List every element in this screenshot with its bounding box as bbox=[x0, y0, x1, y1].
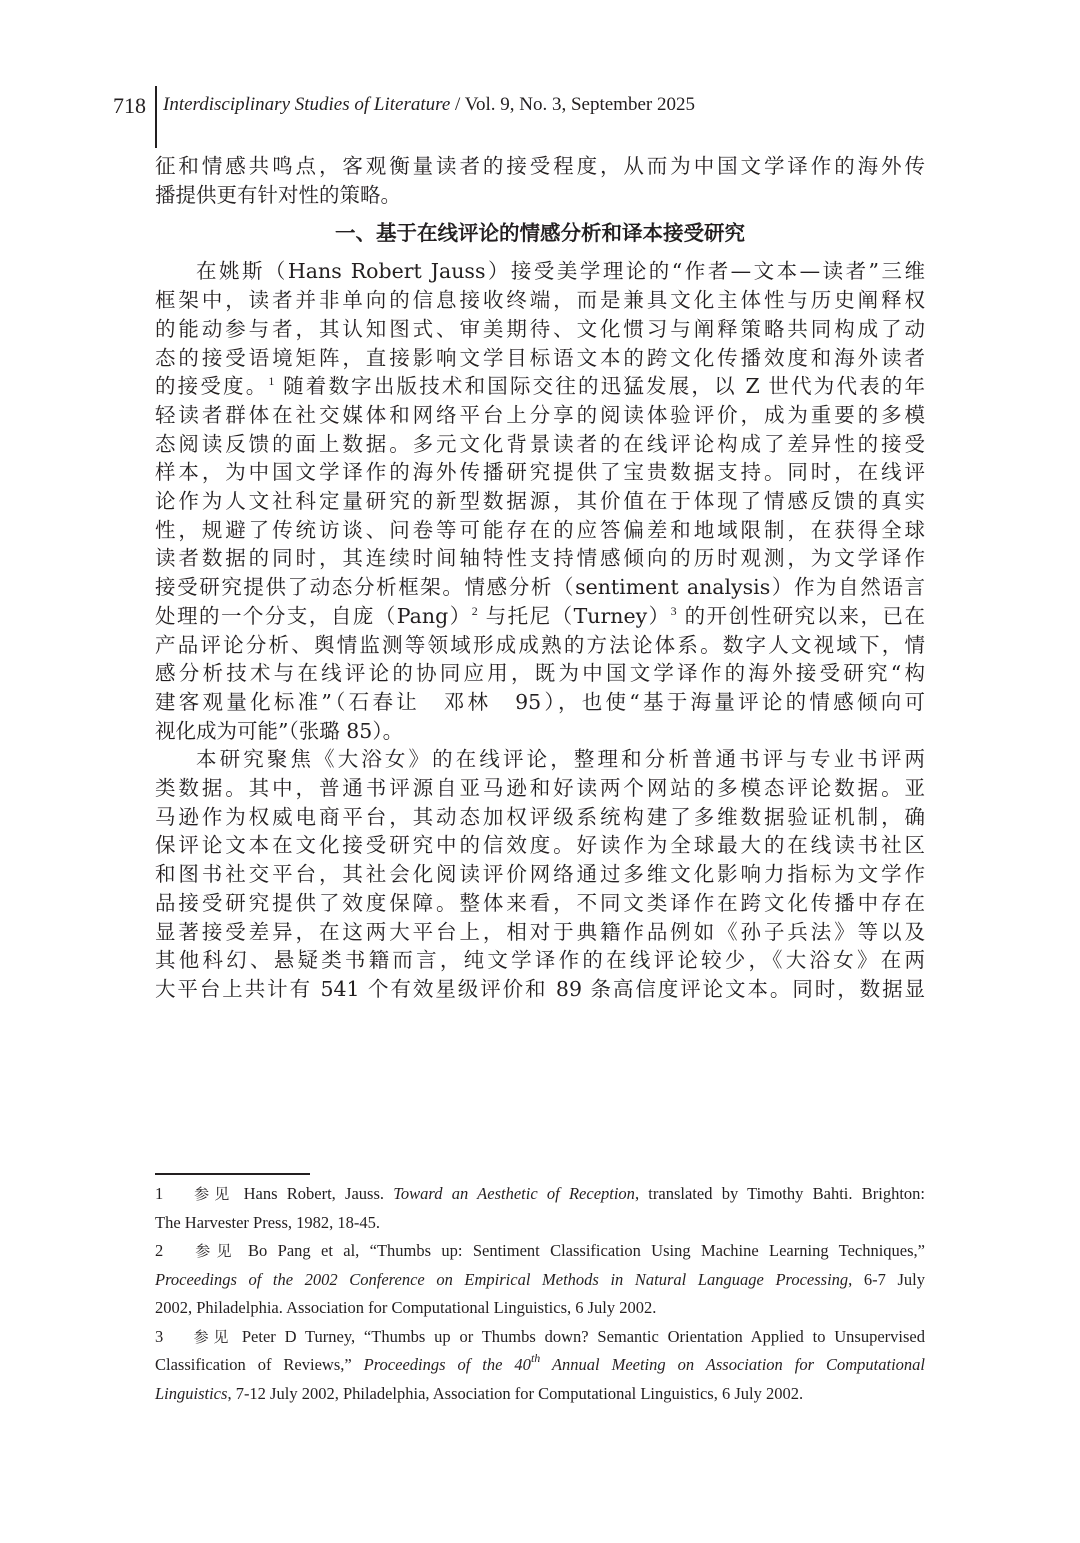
text-line: 接受研究提供了动态分析框架。情感分析（sentiment analysis）作为自然语言 bbox=[155, 575, 925, 600]
cited-title bbox=[363, 1351, 925, 1374]
paragraph bbox=[155, 745, 925, 1003]
cited-title: Toward an Aesthetic of Reception bbox=[393, 1184, 635, 1203]
text-line: 样本，为中国文学译作的海外传播研究提供了宝贵数据支持。同时，在线评 bbox=[155, 460, 925, 485]
text-span: , translated by Timothy Bahti. Brighton: bbox=[634, 1184, 926, 1203]
text-line bbox=[155, 602, 925, 631]
text-span: 处理的一个分支，自庞（Pang） bbox=[155, 603, 472, 628]
running-header bbox=[113, 86, 933, 148]
text-line: 态阅读反馈的面上数据。多元文化背景读者的在线评论构成了差异性的接受 bbox=[155, 431, 925, 456]
text-line: 征和情感共鸣点，客观衡量读者的接受程度，从而为中国文学译作的海外传 bbox=[155, 154, 925, 178]
text-span: 随着数字出版技术和国际交往的迅猛发展，以 Z 世代为代表的年 bbox=[274, 374, 926, 399]
text-line: 态的接受语境矩阵，直接影响文学目标语文本的跨文化传播效度和海外读者 bbox=[155, 345, 925, 370]
text-span: , 6-7 July bbox=[848, 1269, 925, 1289]
footnote-ref[interactable]: 3 bbox=[670, 603, 677, 618]
journal-issue: / Vol. 9, No. 3, September 2025 bbox=[450, 94, 695, 115]
header-divider bbox=[155, 86, 157, 148]
footnote-ref[interactable]: 1 bbox=[268, 374, 275, 389]
footnote-line bbox=[155, 1351, 925, 1380]
text-line: 建客观量化标准”（石春让 邓林 95），也使“基于海量评论的情感倾向可 bbox=[155, 689, 925, 714]
footnote-see: 参见 bbox=[189, 1185, 235, 1203]
footnote-1 bbox=[155, 1180, 925, 1237]
cited-title: Linguistics bbox=[155, 1383, 228, 1403]
footnote-line bbox=[155, 1380, 925, 1409]
footnote-3 bbox=[155, 1323, 925, 1409]
footnote-number: 1 bbox=[155, 1184, 164, 1203]
text-line: 读者数据的同时，其连续时间轴特性支持情感倾向的历时观测，为文学译作 bbox=[155, 546, 925, 571]
text-span: Hans Robert, Jauss. bbox=[234, 1184, 394, 1203]
text-line: 类数据。其中，普通书评源自亚马逊和好读两个网站的多模态评论数据。亚 bbox=[155, 776, 925, 801]
text-line: 和图书社交平台，其社会化阅读评价网络通过多维文化影响力指标为文学作 bbox=[155, 862, 925, 887]
cited-title: Proceedings of the 2002 Conference on Empirical Methods in Natural Language Processing bbox=[155, 1269, 849, 1289]
text-line: 轻读者群体在社交媒体和网络平台上分享的阅读体验评价，成为重要的多模 bbox=[155, 402, 925, 427]
text-line: 产品评论分析、舆情监测等领域形成成熟的方法论体系。数字人文视域下，情 bbox=[155, 632, 925, 657]
text-span: Classification of Reviews,” bbox=[155, 1355, 364, 1374]
footnote-number: 2 bbox=[155, 1241, 164, 1260]
footnote-number: 3 bbox=[155, 1326, 164, 1346]
text-line: 大平台上共计有 541 个有效星级评价和 89 条高信度评论文本。同时，数据显 bbox=[155, 976, 925, 1001]
footnote-see: 参见 bbox=[189, 1242, 238, 1260]
text-span: Bo Pang et al, “Thumbs up: Sentiment Classification Using Machine Learning Techniques,” bbox=[237, 1241, 925, 1260]
text-span: Annual Meeting on Association for Computational bbox=[540, 1355, 925, 1374]
main-text bbox=[155, 152, 925, 1004]
footnote-line bbox=[155, 1237, 925, 1266]
section-heading: 一、基于在线评论的情感分析和译本接受研究 bbox=[335, 221, 745, 246]
footnote-2 bbox=[155, 1237, 925, 1323]
ordinal-suffix: th bbox=[530, 1351, 541, 1365]
footnote-see: 参见 bbox=[189, 1327, 234, 1346]
text-span: 的接受度。 bbox=[155, 374, 269, 399]
text-line: 性，规避了传统访谈、问卷等可能存在的应答偏差和地域限制，在获得全球 bbox=[155, 517, 925, 542]
page-number: 718 bbox=[113, 93, 146, 118]
text-line: 马逊作为权威电商平台，其动态加权评级系统构建了多维数据验证机制，确 bbox=[155, 804, 925, 829]
text-line: 论作为人文社科定量研究的新型数据源，其价值在于体现了情感反馈的真实 bbox=[155, 489, 925, 514]
text-line: 显著接受差异，在这两大平台上，相对于典籍作品例如《孙子兵法》等以及 bbox=[155, 919, 925, 944]
footnote-line bbox=[155, 1266, 925, 1295]
text-line: 视化成为可能”（张璐 85）。 bbox=[155, 718, 404, 743]
text-line: 播提供更有针对性的策略。 bbox=[155, 182, 401, 207]
text-span: Peter D Turney, “Thumbs up or Thumbs down? Semantic Orientation Applied to Unsupervised bbox=[233, 1326, 925, 1346]
footnotes bbox=[155, 1180, 925, 1408]
footnote-line: 2002, Philadelphia. Association for Computational Linguistics, 6 July 2002. bbox=[155, 1298, 657, 1317]
text-line: 感分析技术与在线评论的协同应用，既为中国文学译作的海外接受研究“构 bbox=[155, 661, 925, 686]
text-line: 在姚斯（Hans Robert Jauss）接受美学理论的“作者—文本—读者”三维 bbox=[196, 259, 925, 284]
footnote-rule bbox=[155, 1173, 310, 1175]
journal-citation bbox=[163, 92, 695, 118]
footnote-line bbox=[155, 1323, 925, 1352]
text-line: 其他科幻、悬疑类书籍而言，纯文学译作的在线评论较少，《大浴女》在两 bbox=[155, 948, 925, 973]
text-line: 框架中，读者并非单向的信息接收终端，而是兼具文化主体性与历史阐释权 bbox=[155, 288, 925, 313]
text-line bbox=[155, 372, 925, 401]
paragraph bbox=[155, 257, 925, 745]
journal-title: Interdisciplinary Studies of Literature bbox=[163, 94, 451, 115]
text-line: 保评论文本在文化接受研究中的信效度。好读作为全球最大的在线读书社区 bbox=[155, 833, 925, 858]
text-line: 本研究聚焦《大浴女》的在线评论，整理和分析普通书评与专业书评两 bbox=[196, 747, 925, 772]
footnote-line bbox=[155, 1180, 925, 1209]
text-line: 的能动参与者，其认知图式、审美期待、文化惯习与阐释策略共同构成了动 bbox=[155, 316, 925, 341]
text-span: Proceedings of the 40 bbox=[363, 1355, 531, 1374]
text-span: 的开创性研究以来，已在 bbox=[676, 603, 925, 628]
text-span: 与托尼（Turney） bbox=[477, 603, 671, 628]
footnote-line: The Harvester Press, 1982, 18-45. bbox=[155, 1212, 380, 1232]
text-span: , 7-12 July 2002, Philadelphia, Association for Computational Linguistics, 6 July 2002. bbox=[227, 1383, 804, 1403]
text-line: 品接受研究提供了效度保障。整体来看，不同文类译作在跨文化传播中存在 bbox=[155, 890, 925, 915]
footnote-ref[interactable]: 2 bbox=[471, 603, 478, 618]
